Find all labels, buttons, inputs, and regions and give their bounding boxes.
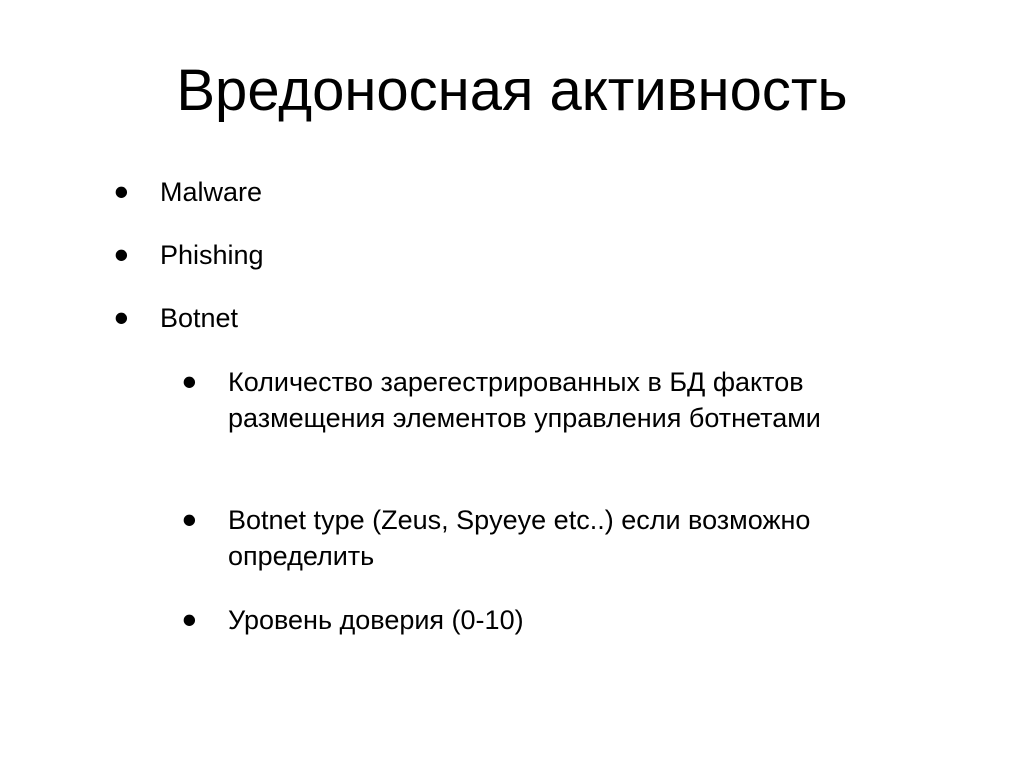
- sub-item-botnet-type: [182, 496, 928, 574]
- bullet-icon: •: [114, 294, 129, 341]
- sub-item-trust-level: [182, 596, 928, 643]
- list-item-label: Botnet: [160, 303, 239, 333]
- sub-item-label: Количество зарегестрированных в БД фактов размещения элементов управления ботнетами: [228, 367, 821, 433]
- bullet-icon: •: [114, 231, 129, 278]
- list-item-phishing: [114, 231, 940, 278]
- sub-item-label: Уровень доверия (0-10): [228, 605, 524, 635]
- bullet-icon: •: [182, 358, 197, 405]
- sub-item-registered-facts: [182, 358, 928, 436]
- list-item-label: Malware: [160, 177, 263, 207]
- list-item-label: Phishing: [160, 240, 264, 270]
- bullet-icon: •: [182, 496, 197, 543]
- bullet-icon: •: [114, 168, 129, 215]
- list-item-malware: [114, 168, 940, 215]
- bullet-icon: •: [182, 596, 197, 643]
- sub-item-label: Botnet type (Zeus, Spyeye etc..) если возможно определить: [228, 505, 811, 571]
- slide-title: Вредоносная активность: [176, 58, 848, 123]
- list-item-botnet: [114, 294, 940, 341]
